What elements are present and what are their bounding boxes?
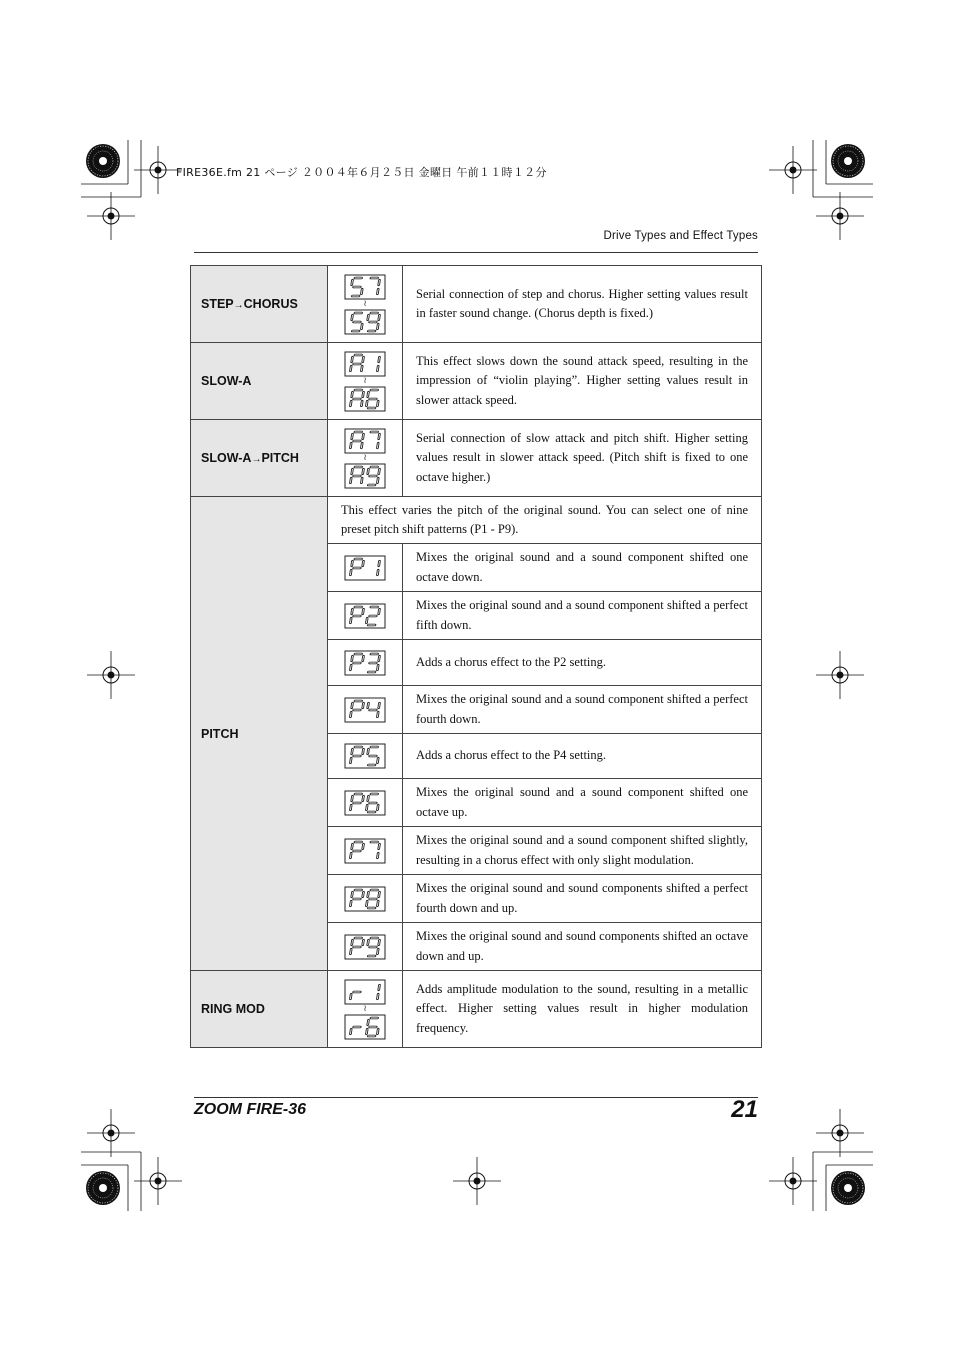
pattern-description: Mixes the original sound and a sound component shifted a perfect fifth down. — [403, 592, 762, 640]
lcd-single — [328, 886, 402, 912]
pattern-description: Adds a chorus effect to the P4 setting. — [403, 734, 762, 779]
pattern-display — [328, 640, 403, 686]
pitch-intro-row — [191, 497, 762, 544]
star-target-icon — [831, 144, 865, 178]
display-range — [328, 420, 403, 497]
lcd-display-icon — [344, 274, 386, 300]
lcd-display-icon — [344, 428, 386, 454]
pattern-description: Mixes the original sound and a sound component shifted slightly, resulting in a chorus effect with only slight modulation. — [403, 827, 762, 875]
display-range — [328, 266, 403, 343]
effect-name-part: SLOW-A — [201, 451, 252, 465]
lcd-display-icon — [344, 838, 386, 864]
pattern-display — [328, 734, 403, 779]
display-range — [328, 343, 403, 420]
lcd-display-icon — [344, 743, 386, 769]
arrow-icon: → — [251, 454, 262, 465]
registration-mark-icon — [453, 1157, 501, 1205]
lcd-display-icon — [344, 1014, 386, 1040]
range-tilde: ≀ — [363, 452, 367, 463]
pattern-description: Mixes the original sound and sound components shifted an octave down and up. — [403, 923, 762, 971]
lcd-single — [328, 934, 402, 960]
lcd-single — [328, 697, 402, 723]
effect-row — [191, 971, 762, 1048]
effect-types-table — [190, 265, 762, 1048]
registration-mark-icon — [816, 1109, 864, 1157]
lcd-display-icon — [344, 603, 386, 629]
pattern-display — [328, 544, 403, 592]
effect-name-part: PITCH — [261, 451, 299, 465]
effect-name-part: CHORUS — [243, 297, 298, 311]
effect-row — [191, 420, 762, 497]
effect-name — [191, 343, 328, 420]
effect-description: Adds amplitude modulation to the sound, resulting in a metallic effect. Higher setting values result in higher modulation frequency. — [403, 971, 762, 1048]
range-tilde: ≀ — [363, 298, 367, 309]
lcd-range — [328, 351, 402, 412]
lcd-display-icon — [344, 934, 386, 960]
pattern-display — [328, 827, 403, 875]
effect-description: This effect slows down the sound attack speed, resulting in the impression of “violin playing”. Higher setting values result in slower attack speed. — [403, 343, 762, 420]
effect-name: PITCH — [191, 497, 328, 971]
effect-name-part: STEP — [201, 297, 234, 311]
pitch-intro: This effect varies the pitch of the original sound. You can select one of nine preset pitch shift patterns (P1 - P9). — [328, 497, 762, 544]
effect-description: Serial connection of slow attack and pitch shift. Higher setting values result in slower attack speed. (Pitch shift is fixed to one octave higher.) — [403, 420, 762, 497]
registration-mark-icon — [769, 146, 817, 194]
lcd-display-icon — [344, 790, 386, 816]
lcd-display-icon — [344, 386, 386, 412]
registration-mark-icon — [87, 1109, 135, 1157]
pattern-description: Mixes the original sound and a sound component shifted a perfect fourth down. — [403, 686, 762, 734]
lcd-single — [328, 650, 402, 676]
registration-mark-icon — [87, 192, 135, 240]
lcd-display-icon — [344, 979, 386, 1005]
effect-row — [191, 266, 762, 343]
footer-brand: ZOOM FIRE-36 — [194, 1101, 307, 1118]
lcd-display-icon — [344, 555, 386, 581]
print-job-info: FIRE36E.fm 21 ページ ２００４年６月２５日 金曜日 午前１１時１２分 — [176, 166, 547, 179]
arrow-icon: → — [233, 300, 244, 311]
effect-row — [191, 343, 762, 420]
lcd-range — [328, 274, 402, 335]
pattern-display — [328, 875, 403, 923]
lcd-single — [328, 555, 402, 581]
star-target-icon — [86, 1171, 120, 1205]
lcd-display-icon — [344, 697, 386, 723]
pattern-description: Mixes the original sound and a sound component shifted one octave up. — [403, 779, 762, 827]
range-tilde: ≀ — [363, 1003, 367, 1014]
star-target-icon — [831, 1171, 865, 1205]
pattern-display — [328, 592, 403, 640]
lcd-range — [328, 979, 402, 1040]
lcd-display-icon — [344, 463, 386, 489]
effect-name — [191, 266, 328, 343]
effect-description: Serial connection of step and chorus. Higher setting values result in faster sound change. (Chorus depth is fixed.) — [403, 266, 762, 343]
lcd-display-icon — [344, 351, 386, 377]
lcd-display-icon — [344, 309, 386, 335]
pattern-description: Mixes the original sound and a sound component shifted one octave down. — [403, 544, 762, 592]
lcd-display-icon — [344, 650, 386, 676]
running-header: Drive Types and Effect Types — [603, 230, 758, 242]
registration-mark-icon — [816, 192, 864, 240]
header-rule — [194, 252, 758, 253]
pattern-display — [328, 779, 403, 827]
lcd-range — [328, 428, 402, 489]
effect-name: RING MOD — [191, 971, 328, 1048]
lcd-single — [328, 790, 402, 816]
pattern-description: Mixes the original sound and sound components shifted a perfect fourth down and up. — [403, 875, 762, 923]
effect-name-part: SLOW-A — [201, 374, 252, 388]
effect-name — [191, 420, 328, 497]
footer-rule — [194, 1097, 758, 1098]
page-number: 21 — [731, 1096, 758, 1123]
display-range — [328, 971, 403, 1048]
lcd-display-icon — [344, 886, 386, 912]
pattern-display — [328, 923, 403, 971]
pattern-description: Adds a chorus effect to the P2 setting. — [403, 640, 762, 686]
lcd-single — [328, 603, 402, 629]
lcd-single — [328, 743, 402, 769]
registration-mark-icon — [816, 651, 864, 699]
registration-mark-icon — [87, 651, 135, 699]
registration-mark-icon — [769, 1157, 817, 1205]
pattern-display — [328, 686, 403, 734]
range-tilde: ≀ — [363, 375, 367, 386]
lcd-single — [328, 838, 402, 864]
star-target-icon — [86, 144, 120, 178]
